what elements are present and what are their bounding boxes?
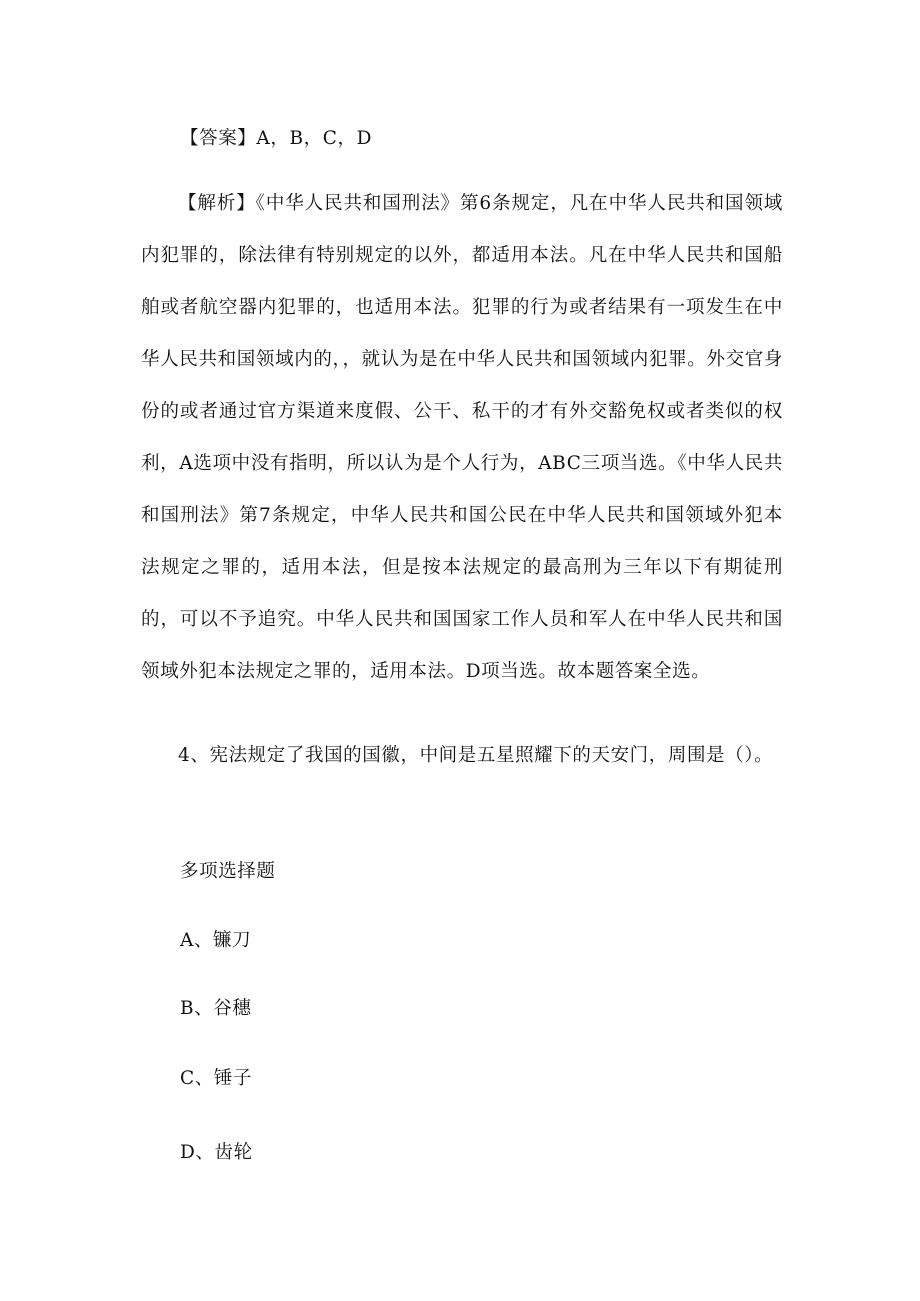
answer-line: 【答案】A，B，C，D [180, 128, 373, 149]
option-b: B、谷穗 [180, 998, 252, 1019]
question-stem: 4、宪法规定了我国的国徽，中间是五星照耀下的天安门，周围是（）。 [178, 745, 774, 766]
analysis-paragraph: 【解析】《中华人民共和国刑法》第6条规定，凡在中华人民共和国领域内犯罪的，除法律有特别规定的以外，都适用本法。凡在中华人民共和国船舶或者航空器内犯罪的，也适用本法。犯罪的行为或者结果有一项发生在中华人民共和国领域内的，，就认为是在中华人民共和国领域内犯罪。外交官身份的或者通过官方渠道来度假、公干、私干的才有外交豁免权或者类似的权利，A选项中没有指明，所以认为是个人行为，ABC三项当选。《中华人民共和国刑法》第7条规定，中华人民共和国公民在中华人民共和国领域外犯本法规定之罪的，适用本法，但是按本法规定的最高刑为三年以下有期徒刑的，可以不予追究。中华人民共和国国家工作人员和军人在中华人民共和国领域外犯本法规定之罪的，适用本法。D项当选。故本题答案全选。 [141, 193, 783, 682]
option-a: A、镰刀 [180, 930, 252, 951]
option-c: C、锤子 [180, 1068, 253, 1089]
option-d: D、齿轮 [180, 1142, 253, 1163]
question-type-label: 多项选择题 [180, 861, 276, 882]
